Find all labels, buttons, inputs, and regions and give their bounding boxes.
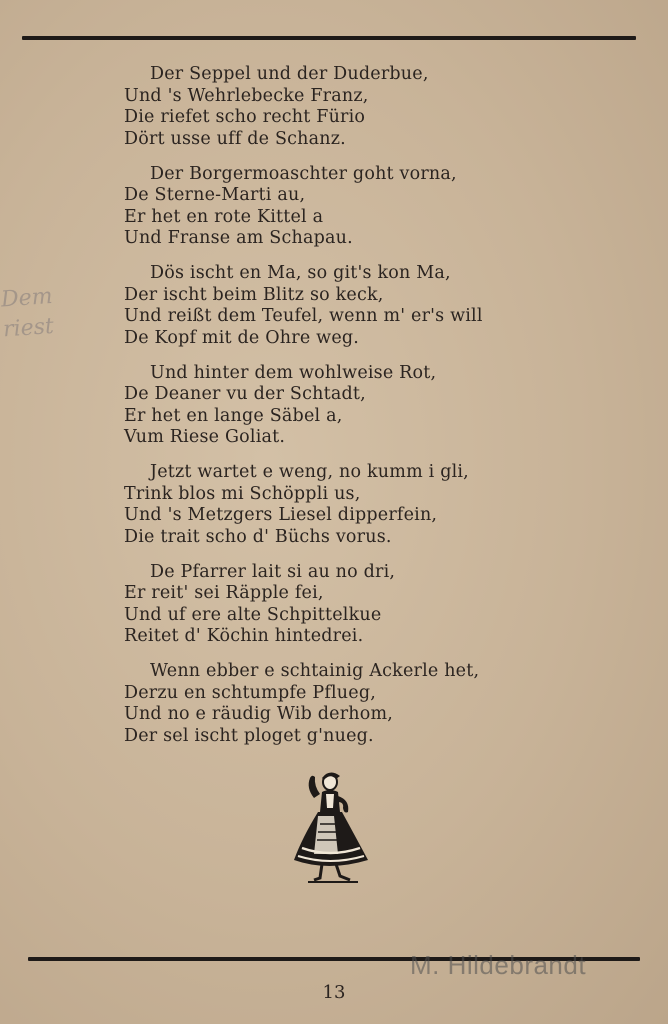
verse-line: Und 's Metzgers Liesel dipperfein, bbox=[124, 505, 438, 525]
top-rule bbox=[22, 36, 636, 40]
verse-line: Dört usse uff de Schanz. bbox=[124, 128, 346, 149]
verse-line: Der sel ischt ploget g'nueg. bbox=[124, 725, 374, 746]
verse-line: Dös ischt en Ma, so git's kon Ma, bbox=[150, 263, 451, 283]
page-number: 13 bbox=[322, 982, 346, 1003]
poem bbox=[124, 64, 564, 761]
margin-note-line: Dem bbox=[0, 283, 54, 313]
verse-line: Er reit' sei Räpple fei, bbox=[124, 583, 324, 603]
margin-note-line: riest bbox=[2, 313, 55, 343]
verse-line: Wenn ebber e schtainig Ackerle het, bbox=[150, 661, 480, 681]
stanza bbox=[124, 462, 564, 548]
verse-line: Und no e räudig Wib derhom, bbox=[124, 704, 394, 724]
verse-line: Und Franse am Schapau. bbox=[124, 228, 353, 248]
verse-line: De Sterne-Marti au, bbox=[124, 185, 306, 205]
verse-line: De Kopf mit de Ohre weg. bbox=[124, 327, 360, 348]
verse-line: Er het en rote Kittel a bbox=[124, 206, 324, 227]
verse-line: Der ischt beim Blitz so keck, bbox=[124, 284, 384, 305]
stanza bbox=[124, 363, 564, 449]
verse-line: De Deaner vu der Schtadt, bbox=[124, 384, 366, 404]
stanza bbox=[124, 64, 564, 150]
verse-line: Und 's Wehrlebecke Franz, bbox=[124, 85, 369, 106]
verse-line: Der Seppel und der Duderbue, bbox=[150, 64, 429, 84]
verse-line: Die trait scho d' Büchs vorus. bbox=[124, 526, 392, 547]
verse-line: De Pfarrer lait si au no dri, bbox=[150, 561, 396, 582]
verse-line: Die riefet scho recht Fürio bbox=[124, 107, 366, 127]
stanza bbox=[124, 562, 564, 648]
verse-line: Er het en lange Säbel a, bbox=[124, 405, 343, 426]
verse-line: Trink blos mi Schöppli us, bbox=[124, 483, 361, 504]
handwritten-margin-note bbox=[0, 279, 104, 346]
watermark: M. Hildebrandt bbox=[410, 950, 587, 980]
verse-line: Und reißt dem Teufel, wenn m' er's will bbox=[124, 306, 483, 326]
verse-line: Derzu en schtumpfe Pflueg, bbox=[124, 682, 376, 703]
stanza bbox=[124, 263, 564, 349]
verse-line: Vum Riese Goliat. bbox=[124, 427, 286, 447]
verse-line: Der Borgermoaschter goht vorna, bbox=[150, 163, 457, 184]
stanza bbox=[124, 164, 564, 250]
dancing-woman-vignette-icon bbox=[288, 768, 372, 886]
verse-line: Reitet d' Köchin hintedrei. bbox=[124, 626, 364, 646]
verse-line: Und hinter dem wohlweise Rot, bbox=[150, 362, 437, 383]
verse-line: Jetzt wartet e weng, no kumm i gli, bbox=[150, 462, 469, 482]
verse-line: Und uf ere alte Schpittelkue bbox=[124, 604, 382, 625]
stanza bbox=[124, 661, 564, 747]
